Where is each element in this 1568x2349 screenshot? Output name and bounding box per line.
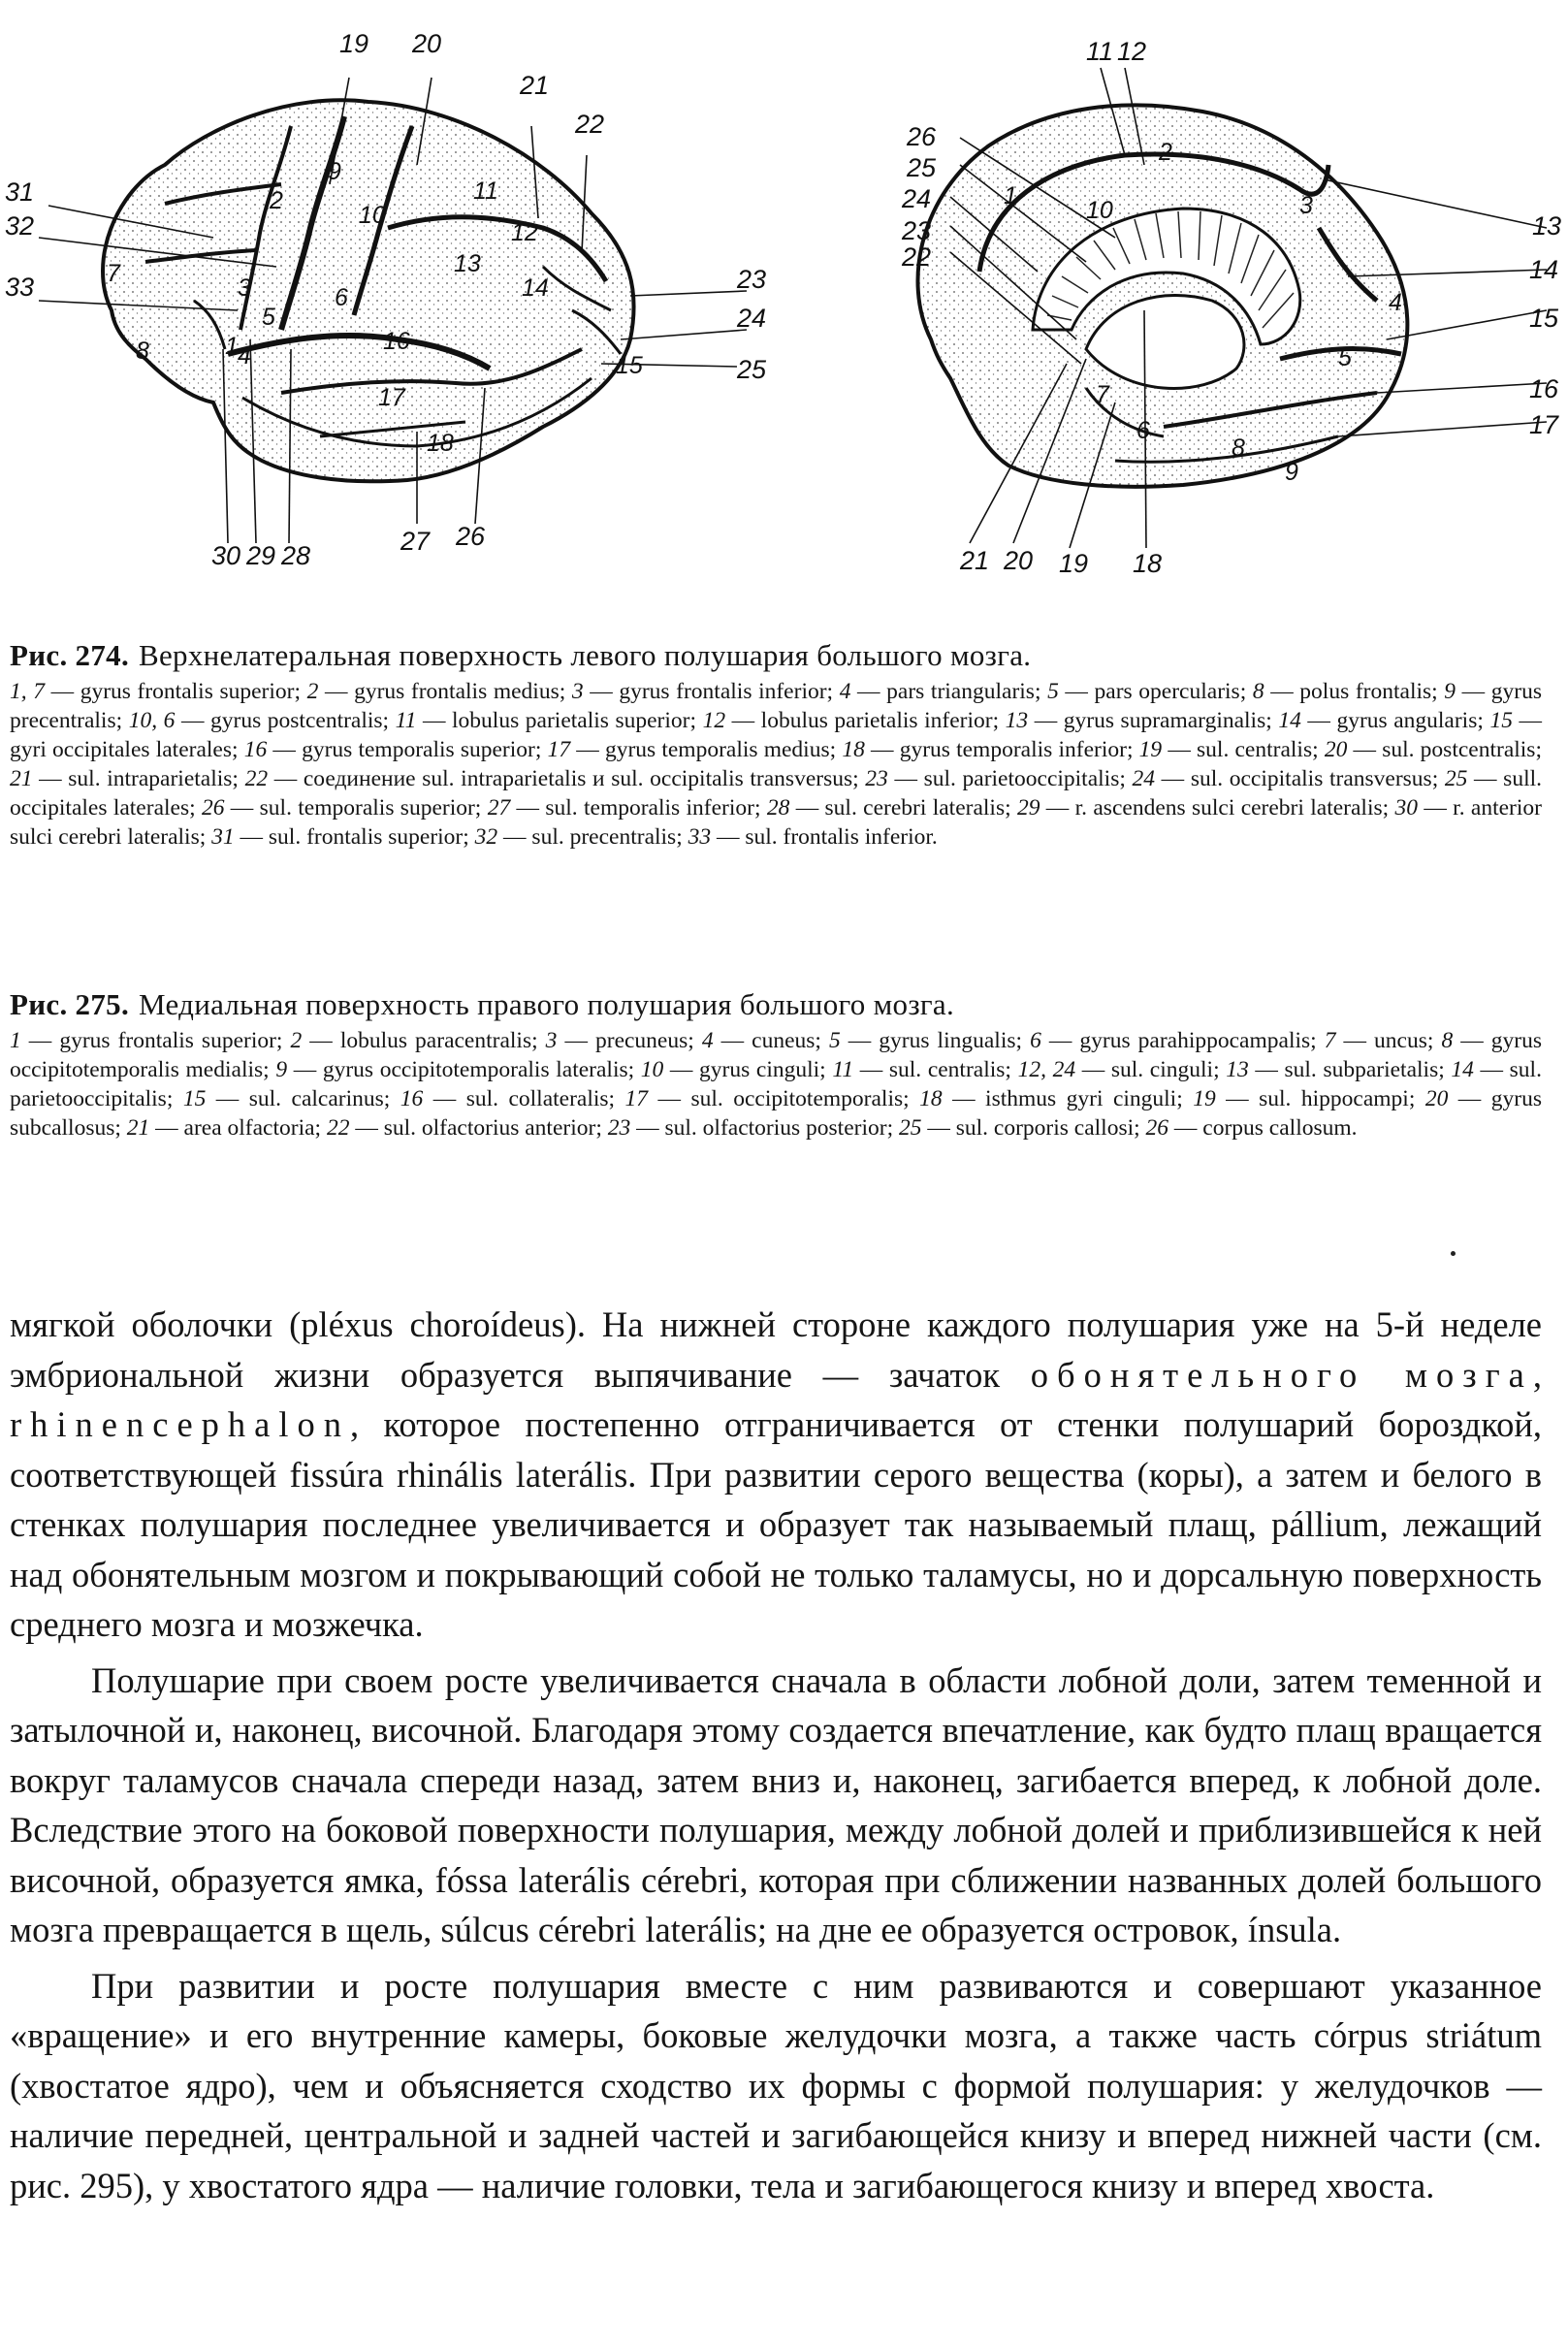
fig275-label-22: 22 <box>902 242 932 272</box>
fig275-inner-7: 7 <box>1096 381 1109 408</box>
fig275-label-17: 17 <box>1529 410 1559 439</box>
term-olfactory-brain: обонятельного мозга <box>1030 1354 1533 1395</box>
caption-274-legend-number: 2 <box>306 679 319 704</box>
caption-274-legend-item <box>10 766 245 791</box>
caption-274-legend-item <box>1006 708 1279 733</box>
fig275-inner-1: 1 <box>1004 182 1017 209</box>
paragraph-1-part-3: , которое постепенно отграничивается от стенки полушарий бороздкой, соответствующей fissúra rhinális laterális. При развитии серого вещества (коры), а затем и белого в стенках полушария последнее увеличивается и образует так называемый плащ, pállium, лежащий над обонятельным мозгом и покрывающий собой не только таламусы, но и дорсальную поверхность среднего мозга и мозжечка. <box>10 1404 1542 1644</box>
caption-274-title-text: Верхнелатеральная поверхность левого полушария большого мозга. <box>139 638 1032 672</box>
caption-274-legend-term: — gyrus frontalis superior; <box>44 679 307 704</box>
caption-275-legend-term: — gyrus frontalis superior; <box>20 1028 291 1053</box>
fig275-label-14: 14 <box>1529 255 1559 284</box>
caption-275-title-text: Медиальная поверхность правого полушария большого мозга. <box>139 987 955 1021</box>
caption-275-legend-number: 1 <box>10 1028 21 1053</box>
fig274-inner-18: 18 <box>427 430 454 457</box>
paragraph-1-part-2: , <box>1532 1354 1542 1395</box>
caption-275-legend-term: — precuneus; <box>557 1028 702 1053</box>
caption-274-title <box>10 636 1542 675</box>
caption-275-legend-item <box>829 1028 1030 1053</box>
caption-275-legend-item <box>400 1086 625 1111</box>
fig274-inner-8: 8 <box>136 338 149 365</box>
fig274-label-33: 33 <box>5 273 35 302</box>
caption-274-legend-number: 9 <box>1444 679 1456 704</box>
caption-275-legend-number: 12, 24 <box>1017 1057 1076 1082</box>
caption-274-legend-number: 30 <box>1394 795 1418 821</box>
caption-274-legend-term: — gyrus temporalis superior; <box>267 737 548 762</box>
fig274-label-20: 20 <box>412 29 442 58</box>
caption-275-legend-term: — gyrus subcallosus; <box>10 1086 1542 1141</box>
caption-274-fig-number: Рис. 274. <box>10 638 130 672</box>
caption-274-legend-number: 18 <box>842 737 865 762</box>
caption-275-legend-number: 16 <box>400 1086 424 1111</box>
fig275-label-26: 26 <box>907 122 937 151</box>
caption-274-legend-item <box>703 708 1006 733</box>
caption-274-legend-term: — sul. centralis; <box>1162 737 1325 762</box>
paragraph-1 <box>10 1300 1542 1650</box>
caption-274-legend-item <box>767 795 1017 821</box>
caption-274-legend-term: — sul. precentralis; <box>497 824 688 850</box>
caption-274-legend-number: 32 <box>474 824 498 850</box>
caption-274-legend-item <box>211 824 475 850</box>
fig274-label-31: 31 <box>5 177 35 207</box>
caption-274-legend-term: — gyrus supramarginalis; <box>1028 708 1279 733</box>
figure-274-lateral-hemisphere <box>0 19 776 582</box>
caption-275-legend-term: — cuneus; <box>713 1028 829 1053</box>
caption-275-legend-number: 4 <box>701 1028 714 1053</box>
fig274-inner-1: 1 <box>225 333 239 360</box>
caption-figure-274 <box>10 636 1542 852</box>
caption-274-legend-item <box>10 679 307 704</box>
caption-275-legend-item <box>1226 1057 1451 1082</box>
caption-275-legend-item <box>832 1057 1017 1082</box>
caption-274-legend-term: — gyrus frontalis medius; <box>318 679 572 704</box>
caption-275-legend-term: — sul. cinguli; <box>1075 1057 1227 1082</box>
caption-274-legend-number: 15 <box>1489 708 1513 733</box>
caption-275-legend-term: — gyrus cinguli; <box>663 1057 833 1082</box>
caption-274-legend-number: 33 <box>688 824 712 850</box>
caption-274-legend-number: 31 <box>211 824 235 850</box>
caption-275-legend-number: 13 <box>1226 1057 1249 1082</box>
caption-275-legend-number: 22 <box>326 1115 350 1141</box>
caption-274-legend-number: 28 <box>766 795 790 821</box>
caption-274-legend-number: 14 <box>1278 708 1301 733</box>
caption-274-legend-number: 24 <box>1132 766 1156 791</box>
caption-274-legend-number: 20 <box>1324 737 1348 762</box>
caption-275-legend-term: — sul. corporis callosi; <box>921 1115 1146 1141</box>
caption-275-legend-number: 10 <box>640 1057 664 1082</box>
caption-274-legend-item <box>1325 737 1542 762</box>
caption-275-legend-term: — sul. hippocampi; <box>1215 1086 1425 1111</box>
caption-275-legend-number: 26 <box>1145 1115 1169 1141</box>
caption-275-legend-item <box>1325 1028 1442 1053</box>
caption-274-legend-term: — gyrus frontalis inferior; <box>583 679 840 704</box>
caption-274-legend-item <box>572 679 840 704</box>
caption-275-legend <box>10 1026 1542 1142</box>
caption-274-legend-item <box>865 766 1132 791</box>
fig274-label-23: 23 <box>737 265 767 294</box>
caption-274-legend-term: — pars triangularis; <box>850 679 1048 704</box>
caption-275-legend-term: — gyrus parahippocampalis; <box>1040 1028 1325 1053</box>
brain-medial-drawing <box>795 19 1568 582</box>
fig274-inner-9: 9 <box>328 158 341 185</box>
caption-275-legend-item <box>899 1115 1146 1141</box>
caption-274-legend-item <box>202 795 488 821</box>
fig275-label-11: 11 <box>1086 37 1114 66</box>
fig275-label-16: 16 <box>1529 374 1559 403</box>
caption-274-legend-item <box>129 708 396 733</box>
body-text <box>10 1300 1542 2216</box>
fig275-label-13: 13 <box>1532 211 1562 241</box>
caption-274-legend-term: — pars opercularis; <box>1058 679 1253 704</box>
caption-figure-275 <box>10 985 1542 1142</box>
fig275-inner-10: 10 <box>1086 197 1113 224</box>
fig274-label-25: 25 <box>737 355 767 384</box>
paragraph-1-part-1: мягкой оболочки (pléxus choroídeus). На нижней стороне каждого полушария уже на 5-й неделе эмбриональной жизни образуется выпячивание — зачаток <box>10 1304 1542 1395</box>
caption-274-legend-number: 12 <box>702 708 726 733</box>
caption-275-legend-item <box>1018 1057 1227 1082</box>
caption-275-legend-term: — sul. olfactorius posterior; <box>630 1115 899 1141</box>
caption-274-legend-term: — r. anterior sulci cerebri lateralis; <box>10 795 1542 850</box>
caption-274-legend-term: — gyrus temporalis inferior; <box>864 737 1139 762</box>
caption-274-legend-term: — sul. occipitalis transversus; <box>1155 766 1445 791</box>
caption-275-legend-number: 11 <box>832 1057 854 1082</box>
fig275-label-23: 23 <box>902 216 932 245</box>
caption-274-legend-item <box>245 766 866 791</box>
caption-275-legend-item <box>702 1028 829 1053</box>
fig274-inner-2: 2 <box>270 187 283 214</box>
caption-274-legend-number: 10, 6 <box>128 708 176 733</box>
caption-275-legend-term: — sul. calcarinus; <box>206 1086 400 1111</box>
caption-275-legend-item <box>1146 1115 1358 1141</box>
fig274-inner-15: 15 <box>616 352 643 379</box>
caption-275-legend-term: — area olfactoria; <box>149 1115 327 1141</box>
caption-274-legend-term: — gyrus angularis; <box>1300 708 1490 733</box>
brain-lateral-drawing <box>0 19 776 582</box>
fig275-inner-6: 6 <box>1136 417 1150 444</box>
fig274-inner-12: 12 <box>511 219 538 246</box>
caption-274-legend-term: — sul. intraparietalis; <box>32 766 245 791</box>
fig274-label-19: 19 <box>339 29 369 58</box>
caption-274-legend-number: 25 <box>1444 766 1468 791</box>
fig275-inner-3: 3 <box>1299 192 1313 219</box>
caption-274-legend-number: 3 <box>571 679 584 704</box>
caption-275-legend-number: 2 <box>290 1028 303 1053</box>
caption-275-legend-item <box>291 1028 546 1053</box>
caption-274-legend-term: — lobulus parietalis superior; <box>416 708 703 733</box>
caption-274-legend-term: — gyrus precentralis; <box>10 679 1542 733</box>
fig275-inner-8: 8 <box>1232 434 1245 462</box>
caption-275-legend-item <box>919 1086 1193 1111</box>
caption-274-legend-item <box>840 679 1047 704</box>
caption-274-legend-number: 23 <box>865 766 888 791</box>
caption-275-legend-term: — corpus callosum. <box>1168 1115 1358 1141</box>
caption-274-legend-number: 26 <box>201 795 225 821</box>
caption-275-legend-number: 9 <box>275 1057 288 1082</box>
caption-275-legend-number: 17 <box>624 1086 649 1111</box>
fig275-label-12: 12 <box>1117 37 1147 66</box>
fig274-inner-5: 5 <box>262 304 275 331</box>
caption-274-legend-item <box>548 737 843 762</box>
fig274-inner-6: 6 <box>335 284 348 311</box>
fig274-label-24: 24 <box>737 304 767 333</box>
caption-275-legend-item <box>546 1028 702 1053</box>
caption-274-legend-item <box>1139 737 1325 762</box>
caption-274-legend-item <box>1017 795 1395 821</box>
caption-274-legend-number: 22 <box>244 766 269 791</box>
caption-275-legend-item <box>1030 1028 1325 1053</box>
caption-275-legend-term: — sul. parietooccipitalis; <box>10 1057 1542 1111</box>
caption-274-legend-number: 21 <box>10 766 33 791</box>
caption-274-legend-number: 1, 7 <box>10 679 45 704</box>
caption-274-legend-number: 29 <box>1016 795 1040 821</box>
caption-275-legend-item <box>327 1115 608 1141</box>
fig274-label-27: 27 <box>400 527 431 556</box>
caption-275-legend-term: — sul. collateralis; <box>423 1086 625 1111</box>
caption-275-fig-number: Рис. 275. <box>10 987 130 1021</box>
caption-275-legend-item <box>10 1028 291 1053</box>
caption-275-legend-item <box>183 1086 400 1111</box>
caption-274-legend-term: — polus frontalis; <box>1264 679 1445 704</box>
caption-275-legend-term: — sul. centralis; <box>853 1057 1018 1082</box>
fig275-inner-9: 9 <box>1285 459 1298 486</box>
caption-274-legend-item <box>244 737 548 762</box>
fig274-label-21: 21 <box>520 71 550 100</box>
caption-275-legend-number: 15 <box>182 1086 207 1111</box>
caption-274-legend-number: 13 <box>1005 708 1029 733</box>
fig275-label-20: 20 <box>1004 546 1034 575</box>
caption-275-legend-number: 21 <box>126 1115 150 1141</box>
fig274-label-28: 28 <box>281 541 311 570</box>
caption-274-legend-term: — lobulus parietalis inferior; <box>725 708 1006 733</box>
fig274-label-22: 22 <box>575 110 605 139</box>
caption-275-legend-item <box>625 1086 920 1111</box>
caption-275-legend-term: — gyrus lingualis; <box>840 1028 1031 1053</box>
caption-274-legend-number: 16 <box>243 737 268 762</box>
fig275-label-21: 21 <box>960 546 990 575</box>
caption-275-legend-number: 20 <box>1424 1086 1449 1111</box>
caption-274-legend-number: 5 <box>1047 679 1059 704</box>
caption-275-legend-item <box>127 1115 327 1141</box>
caption-274-legend-term: — sul. frontalis superior; <box>234 824 475 850</box>
caption-275-legend-number: 7 <box>1324 1028 1336 1053</box>
fig275-label-18: 18 <box>1133 549 1163 578</box>
caption-275-legend-item <box>608 1115 899 1141</box>
caption-274-legend-item <box>1278 708 1489 733</box>
caption-274-legend-term: — sul. cerebri lateralis; <box>789 795 1017 821</box>
caption-274-legend-item <box>475 824 688 850</box>
caption-274-legend-number: 17 <box>547 737 571 762</box>
caption-274-legend-number: 8 <box>1252 679 1264 704</box>
caption-274-legend-number: 19 <box>1138 737 1163 762</box>
caption-274-legend-item <box>488 795 767 821</box>
caption-274-legend-item <box>1047 679 1253 704</box>
caption-275-legend-term: — isthmus gyri cinguli; <box>942 1086 1194 1111</box>
caption-275-legend-number: 8 <box>1441 1028 1454 1053</box>
caption-274-legend-term: — sull. occipitales laterales; <box>10 766 1543 821</box>
fig274-inner-13: 13 <box>454 250 481 277</box>
fig275-label-19: 19 <box>1059 549 1089 578</box>
fig274-inner-10: 10 <box>359 202 386 229</box>
fig274-inner-14: 14 <box>522 274 549 302</box>
fig275-inner-4: 4 <box>1389 289 1402 316</box>
figure-275-medial-hemisphere <box>795 19 1568 582</box>
caption-274-legend-item <box>842 737 1138 762</box>
caption-275-legend-term: — gyrus occipitotemporalis lateralis; <box>287 1057 641 1082</box>
fig275-label-25: 25 <box>907 153 937 182</box>
paragraph-2: Полушарие при своем росте увеличивается сначала в области лобной доли, затем теменной и затылочной и, наконец, височной. Благодаря этому создается впечатление, как будто плащ вращается вокруг таламусов сначала спереди назад, затем вниз и, наконец, загибается вперед, к лобной доле. Вследствие этого на боковой поверхности полушария, между лобной долей и приблизившейся к ней височной, образуется ямка, fóssa laterális cérebri, которая при сближении названных долей большого мозга превращается в щель, súlcus cérebri laterális; на дне ее образуется островок, ínsula. <box>10 1659 1542 1949</box>
fig274-label-26: 26 <box>456 522 486 551</box>
caption-275-legend-item <box>641 1057 833 1082</box>
fig274-label-30: 30 <box>211 541 241 570</box>
fig274-inner-11: 11 <box>473 177 498 205</box>
caption-274-legend-term: — gyrus postcentralis; <box>175 708 396 733</box>
fig275-label-24: 24 <box>902 184 932 213</box>
caption-275-legend-number: 3 <box>545 1028 558 1053</box>
fig274-label-32: 32 <box>5 211 35 241</box>
caption-275-legend-term: — uncus; <box>1335 1028 1442 1053</box>
paragraph-3: При развитии и росте полушария вместе с ним развиваются и совершают указанное «вращение» и его внутренние камеры, боковые желудочки мозга, а также часть córpus striátum (хвостатое ядро), чем и объясняется сходство их формы с формой полушария: у желудочков — наличие передней, центральной и задней частей и загибающейся книзу и вперед нижней части (см. рис. 295), у хвостатого ядра — наличие головки, тела и загибающегося книзу и вперед хвоста. <box>10 1965 1542 2205</box>
caption-275-legend-term: — sul. occipitotemporalis; <box>648 1086 920 1111</box>
print-speck <box>1451 1251 1456 1256</box>
caption-274-legend-term: — соединение sul. intraparietalis и sul. occipitalis transversus; <box>268 766 866 791</box>
fig274-inner-3: 3 <box>238 274 251 302</box>
caption-274-legend-term: — r. ascendens sulci cerebri lateralis; <box>1040 795 1395 821</box>
caption-275-legend-term: — lobulus paracentralis; <box>302 1028 546 1053</box>
caption-274-legend-item <box>1133 766 1445 791</box>
caption-274-legend-item <box>396 708 703 733</box>
caption-275-legend-number: 5 <box>828 1028 841 1053</box>
caption-275-legend-item <box>1193 1086 1425 1111</box>
caption-274-legend-number: 11 <box>395 708 417 733</box>
caption-275-legend-number: 23 <box>607 1115 631 1141</box>
caption-275-title <box>10 985 1542 1024</box>
fig274-label-29: 29 <box>246 541 276 570</box>
caption-275-legend-term: — sul. olfactorius anterior; <box>349 1115 608 1141</box>
caption-274-legend <box>10 677 1542 852</box>
caption-274-legend-item <box>307 679 572 704</box>
caption-275-legend-term: — gyrus occipitotemporalis medialis; <box>10 1028 1542 1082</box>
caption-275-legend-number: 6 <box>1030 1028 1041 1053</box>
caption-274-legend-item <box>1253 679 1444 704</box>
fig274-inner-17: 17 <box>378 384 405 411</box>
caption-274-legend-term: — sul. postcentralis; <box>1347 737 1542 762</box>
caption-274-legend-term: — sul. frontalis inferior. <box>711 824 938 850</box>
fig274-inner-4: 4 <box>238 342 251 370</box>
fig274-inner-16: 16 <box>383 328 410 355</box>
caption-274-legend-term: — gyrus temporalis medius; <box>570 737 843 762</box>
fig275-label-15: 15 <box>1529 304 1559 333</box>
caption-275-legend-term: — sul. subparietalis; <box>1248 1057 1452 1082</box>
term-rhinencephalon: rhinencephalon <box>10 1404 350 1444</box>
caption-275-legend-number: 14 <box>1451 1057 1474 1082</box>
caption-275-legend-number: 19 <box>1193 1086 1216 1111</box>
caption-274-legend-number: 4 <box>839 679 851 704</box>
caption-275-legend-number: 18 <box>919 1086 943 1111</box>
caption-275-legend-item <box>275 1057 640 1082</box>
fig275-inner-5: 5 <box>1338 344 1352 371</box>
fig275-inner-2: 2 <box>1159 139 1172 166</box>
caption-274-legend-term: — sul. parietooccipitalis; <box>887 766 1133 791</box>
caption-275-legend-number: 25 <box>898 1115 922 1141</box>
caption-274-legend-term: — sul. temporalis superior; <box>224 795 488 821</box>
fig274-inner-7: 7 <box>107 260 120 287</box>
caption-274-legend-item <box>688 824 938 850</box>
caption-274-legend-term: — sul. temporalis inferior; <box>510 795 767 821</box>
caption-274-legend-term: — gyri occipitales laterales; <box>10 708 1543 762</box>
caption-274-legend-number: 27 <box>487 795 511 821</box>
